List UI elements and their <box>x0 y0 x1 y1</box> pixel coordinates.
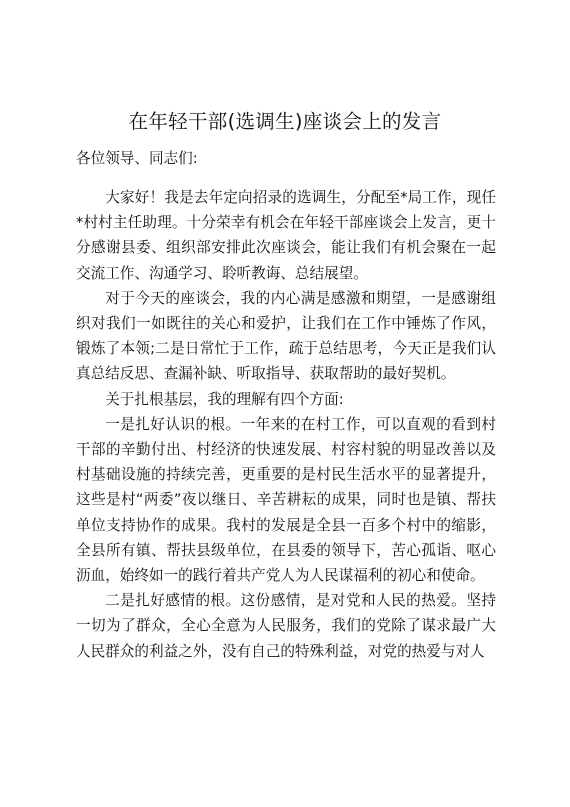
document-title: 在年轻干部(选调生)座谈会上的发言 <box>128 110 442 133</box>
paragraph: 一是扎好认识的根。一年来的在村工作，可以直观的看到村干部的辛勤付出、村经济的快速发展、村容村貌的明显改善以及村基础设施的持续完善，更重要的是村民生活水平的显著提升，这些是村“两委”夜以继日、辛苦耕耘的成果，同时也是镇、帮扶单位支持协作的成果。我村的发展是全县一百多个村中的缩影，全县所有镇、帮扶县级单位，在县委的领导下，苦心孤诣、呕心沥血，始终如一的践行着共产党人为人民谋福利的初心和使命。 <box>76 415 496 585</box>
document-body <box>76 185 496 664</box>
paragraph: 二是扎好感情的根。这份感情，是对党和人民的热爱。坚持一切为了群众，全心全意为人民服务，我们的党除了谋求最广大人民群众的利益之外，没有自己的特殊利益，对党的热爱与对人 <box>76 592 496 660</box>
paragraph: 大家好！我是去年定向招录的选调生，分配至*局工作，现任*村村主任助理。十分荣幸有机会在年轻干部座谈会上发言，更十分感谢县委、组织部安排此次座谈会，能让我们有机会聚在一起交流工作、沟通学习、聆听教诲、总结展望。 <box>76 189 496 282</box>
paragraph: 对于今天的座谈会，我的内心满是感激和期望，一是感谢组织对我们一如既往的关心和爱护，让我们在工作中锤炼了作风，锻炼了本领;二是日常忙于工作，疏于总结思考，今天正是我们认真总结反思、查漏补缺、听取指导、获取帮助的最好契机。 <box>76 289 496 383</box>
paragraph: 关于扎根基层，我的理解有四个方面: <box>105 390 344 408</box>
greeting: 各位领导、同志们: <box>76 150 198 167</box>
